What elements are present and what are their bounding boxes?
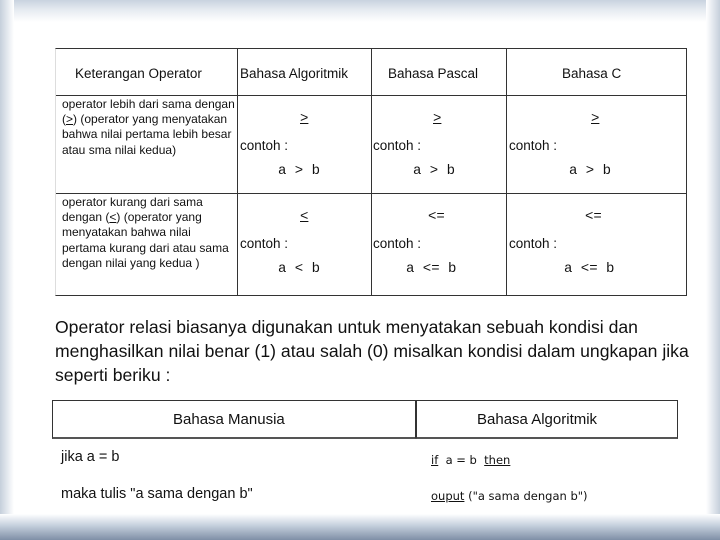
row1-pascal-example: a > b	[413, 163, 456, 179]
slide-frame-left	[0, 0, 14, 540]
row1-description	[62, 97, 237, 158]
row-divider	[56, 193, 686, 194]
row2-algoritmik-contoh-label: contoh :	[240, 236, 289, 251]
row1-desc-text-start: operator lebih dari sama dengan (	[62, 97, 235, 127]
header-divider	[56, 95, 686, 96]
row1-keyword-if: if	[431, 453, 439, 467]
header-bahasa-c: Bahasa C	[562, 66, 622, 81]
row2-description	[62, 195, 237, 271]
slide-frame-right	[706, 0, 720, 540]
row2-keyword-output: ouput	[431, 489, 465, 503]
row2-bahasa-algoritmik	[431, 489, 588, 503]
slide-frame-top	[0, 0, 720, 22]
row2-pascal-contoh-label: contoh :	[373, 236, 422, 251]
row1-bahasa-algoritmik	[431, 453, 510, 467]
header-keterangan-operator: Keterangan Operator	[75, 66, 202, 81]
row1-pascal-symbol: >	[433, 111, 442, 127]
header-bahasa-algoritmik: Bahasa Algoritmik	[240, 66, 349, 81]
row1-pascal-contoh-label: contoh :	[373, 138, 422, 153]
row1-c-contoh-label: contoh :	[509, 138, 558, 153]
header-cell-bahasa-algoritmik	[416, 400, 678, 439]
row2-desc-text-end: ) (operator yang menyatakan bahwa nilai pertama kurang dari atau sama dengan nilai yang kedua )	[62, 210, 229, 270]
row1-desc-symbol: >	[66, 112, 74, 127]
row1-c-symbol: >	[591, 111, 600, 127]
example-table	[52, 400, 678, 512]
row2-desc-text-start: operator kurang dari sama dengan (	[62, 195, 203, 225]
row2-c-symbol: <=	[585, 209, 602, 225]
column-divider	[237, 49, 238, 295]
row2-output-argument: ("a sama dengan b")	[468, 489, 588, 503]
header-bahasa-algoritmik-2: Bahasa Algoritmik	[477, 411, 598, 428]
header-bahasa-pascal: Bahasa Pascal	[388, 66, 479, 81]
row1-condition: a = b	[445, 453, 477, 467]
row2-c-contoh-label: contoh :	[509, 236, 558, 251]
row2-desc-symbol: <	[109, 210, 117, 225]
row2-c-example: a <= b	[564, 261, 615, 277]
explanation-paragraph: Operator relasi biasanya digunakan untuk menyatakan sebuah kondisi dan menghasilkan nilai benar (1) atau salah (0) misalkan kondisi dalam ungkapan jika seperti beriku :	[55, 317, 689, 385]
operator-table	[55, 48, 687, 296]
row2-pascal-symbol: <=	[428, 209, 445, 225]
slide-frame-bottom	[0, 514, 720, 540]
row2-algoritmik-symbol: <	[300, 209, 309, 225]
row1-algoritmik-contoh-label: contoh :	[240, 138, 289, 153]
row2-pascal-example: a <= b	[406, 261, 457, 277]
header-cell-bahasa-manusia	[52, 400, 416, 439]
row1-c-example: a > b	[569, 163, 612, 179]
column-divider	[506, 49, 507, 295]
row1-algoritmik-symbol: >	[300, 111, 309, 127]
row1-desc-text-end: ) (operator yang menyatakan bahwa nilai pertama lebih besar atau sma nilai kedua)	[62, 112, 232, 157]
row1-bahasa-manusia: jika a = b	[61, 449, 120, 465]
row2-bahasa-manusia: maka tulis "a sama dengan b"	[61, 486, 253, 502]
column-divider	[371, 49, 372, 295]
row1-algoritmik-example: a > b	[278, 163, 321, 179]
header-bahasa-manusia: Bahasa Manusia	[173, 411, 285, 428]
row2-algoritmik-example: a < b	[278, 261, 321, 277]
row1-keyword-then: then	[484, 453, 511, 467]
